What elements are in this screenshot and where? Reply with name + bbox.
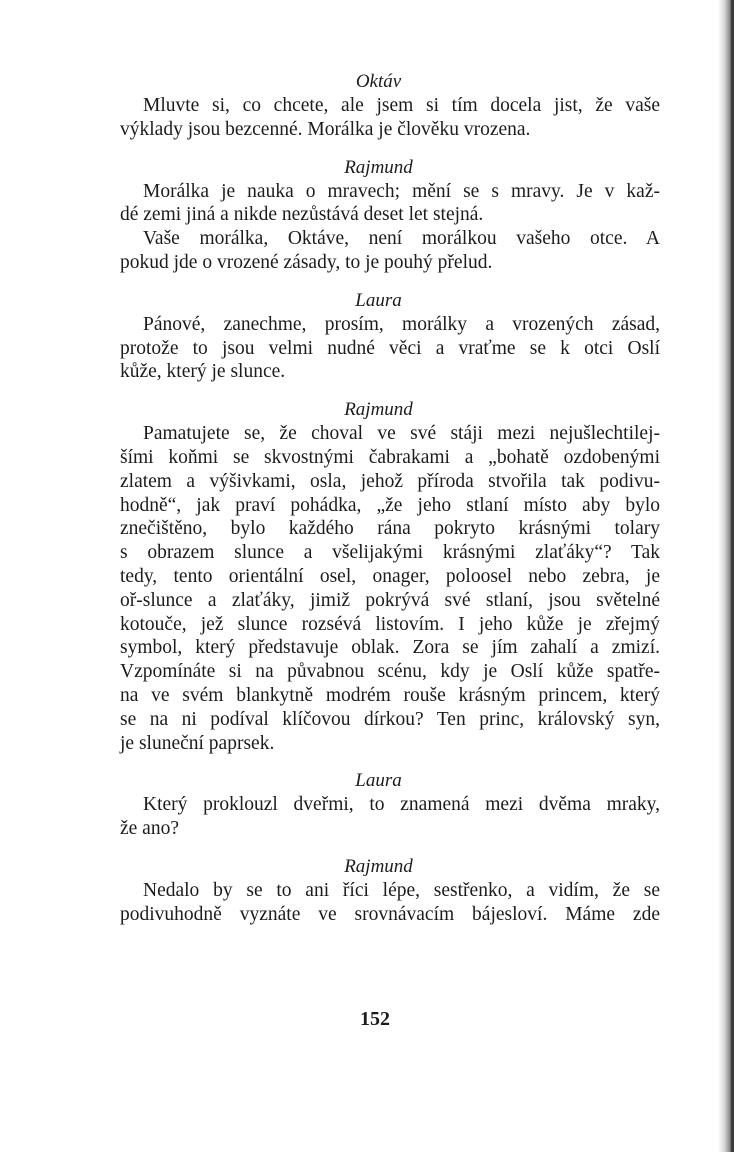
text-line: se na ni podíval klíčovou dírkou? Ten princ, královský syn, — [120, 708, 660, 730]
text-line: zlatem a výšivkami, osla, jehož příroda stvořila tak podivu- — [120, 470, 660, 492]
text-line: kůže, který je slunce. — [120, 361, 286, 383]
speaker-name: Rajmund — [344, 399, 413, 421]
text-line: je sluneční paprsek. — [120, 732, 275, 754]
text-line: protože to jsou velmi nudné věci a vraťme se k otci Oslí — [120, 337, 660, 359]
speech-paragraph — [97, 180, 660, 275]
dialogue-text — [97, 70, 660, 927]
speech-paragraph — [97, 793, 660, 841]
speaker-name: Oktáv — [355, 71, 402, 92]
text-line: symbol, který představuje oblak. Zora se jím zahalí a zmizí. — [120, 637, 660, 659]
page-binding-edge — [718, 0, 732, 1152]
text-line: Pánové, zanechme, prosím, morálky a vrozených zásad, — [143, 313, 660, 335]
speech-paragraph — [97, 422, 660, 755]
text-line: oř-slunce a zlaťáky, jimiž pokrývá své stlaní, jsou světelné — [120, 589, 660, 611]
text-line: na ve svém blankytně modrém rouše krásným princem, který — [120, 684, 660, 706]
text-line: Mluvte si, co chcete, ale jsem si tím docela jist, že vaše — [143, 95, 660, 116]
text-line: Vaše morálka, Oktáve, není morálkou vašeho otce. A — [143, 228, 660, 250]
text-line: hodně“, jak praví pohádka, „že jeho stlaní místo aby bylo — [120, 494, 660, 516]
speech-paragraph — [97, 879, 660, 927]
text-line: tedy, tento orientální osel, onager, poloosel nebo zebra, je — [120, 565, 660, 587]
page-edge-line — [732, 0, 734, 1152]
text-line: kotouče, jež slunce rozsévá listovím. I jeho kůže je zřejmý — [120, 613, 660, 635]
text-line: Který proklouzl dveřmi, to znamená mezi dvěma mraky, — [143, 794, 660, 816]
speech-paragraph — [97, 313, 660, 384]
text-line: znečištěno, bylo každého rána pokryto krásnými tolary — [120, 518, 660, 540]
text-line: výklady jsou bezcenné. Morálka je člověku vrozena. — [120, 118, 531, 140]
speaker-name: Laura — [355, 289, 402, 311]
text-line: s obrazem slunce a všelijakými krásnými zlaťáky“? Tak — [120, 542, 660, 564]
speaker-name: Laura — [355, 770, 402, 792]
text-line: že ano? — [120, 818, 179, 840]
text-line: podivuhodně vyznáte ve srovnávacím bájesloví. Máme zde — [120, 903, 660, 925]
speaker-name: Rajmund — [344, 855, 413, 877]
text-line: Nedalo by se to ani říci lépe, sestřenko, a vidím, že se — [143, 879, 660, 901]
text-line: šími koňmi se skvostnými čabrakami a „bohatě ozdobenými — [120, 446, 660, 468]
text-line: dé zemi jiná a nikde nezůstává deset let stejná. — [120, 204, 484, 226]
speech-paragraph — [97, 94, 660, 142]
text-line: pokud jde o vrozené zásady, to je pouhý přelud. — [120, 251, 493, 273]
speaker-name: Rajmund — [344, 156, 413, 178]
page-number: 152 — [360, 1008, 390, 1030]
text-line: Vzpomínáte si na půvabnou scénu, kdy je Oslí kůže spatře- — [120, 661, 660, 683]
text-line: Pamatujete se, že choval ve své stáji mezi nejušlechtilej- — [143, 423, 660, 445]
text-line: Morálka je nauka o mravech; mění se s mravy. Je v kaž- — [143, 180, 660, 202]
